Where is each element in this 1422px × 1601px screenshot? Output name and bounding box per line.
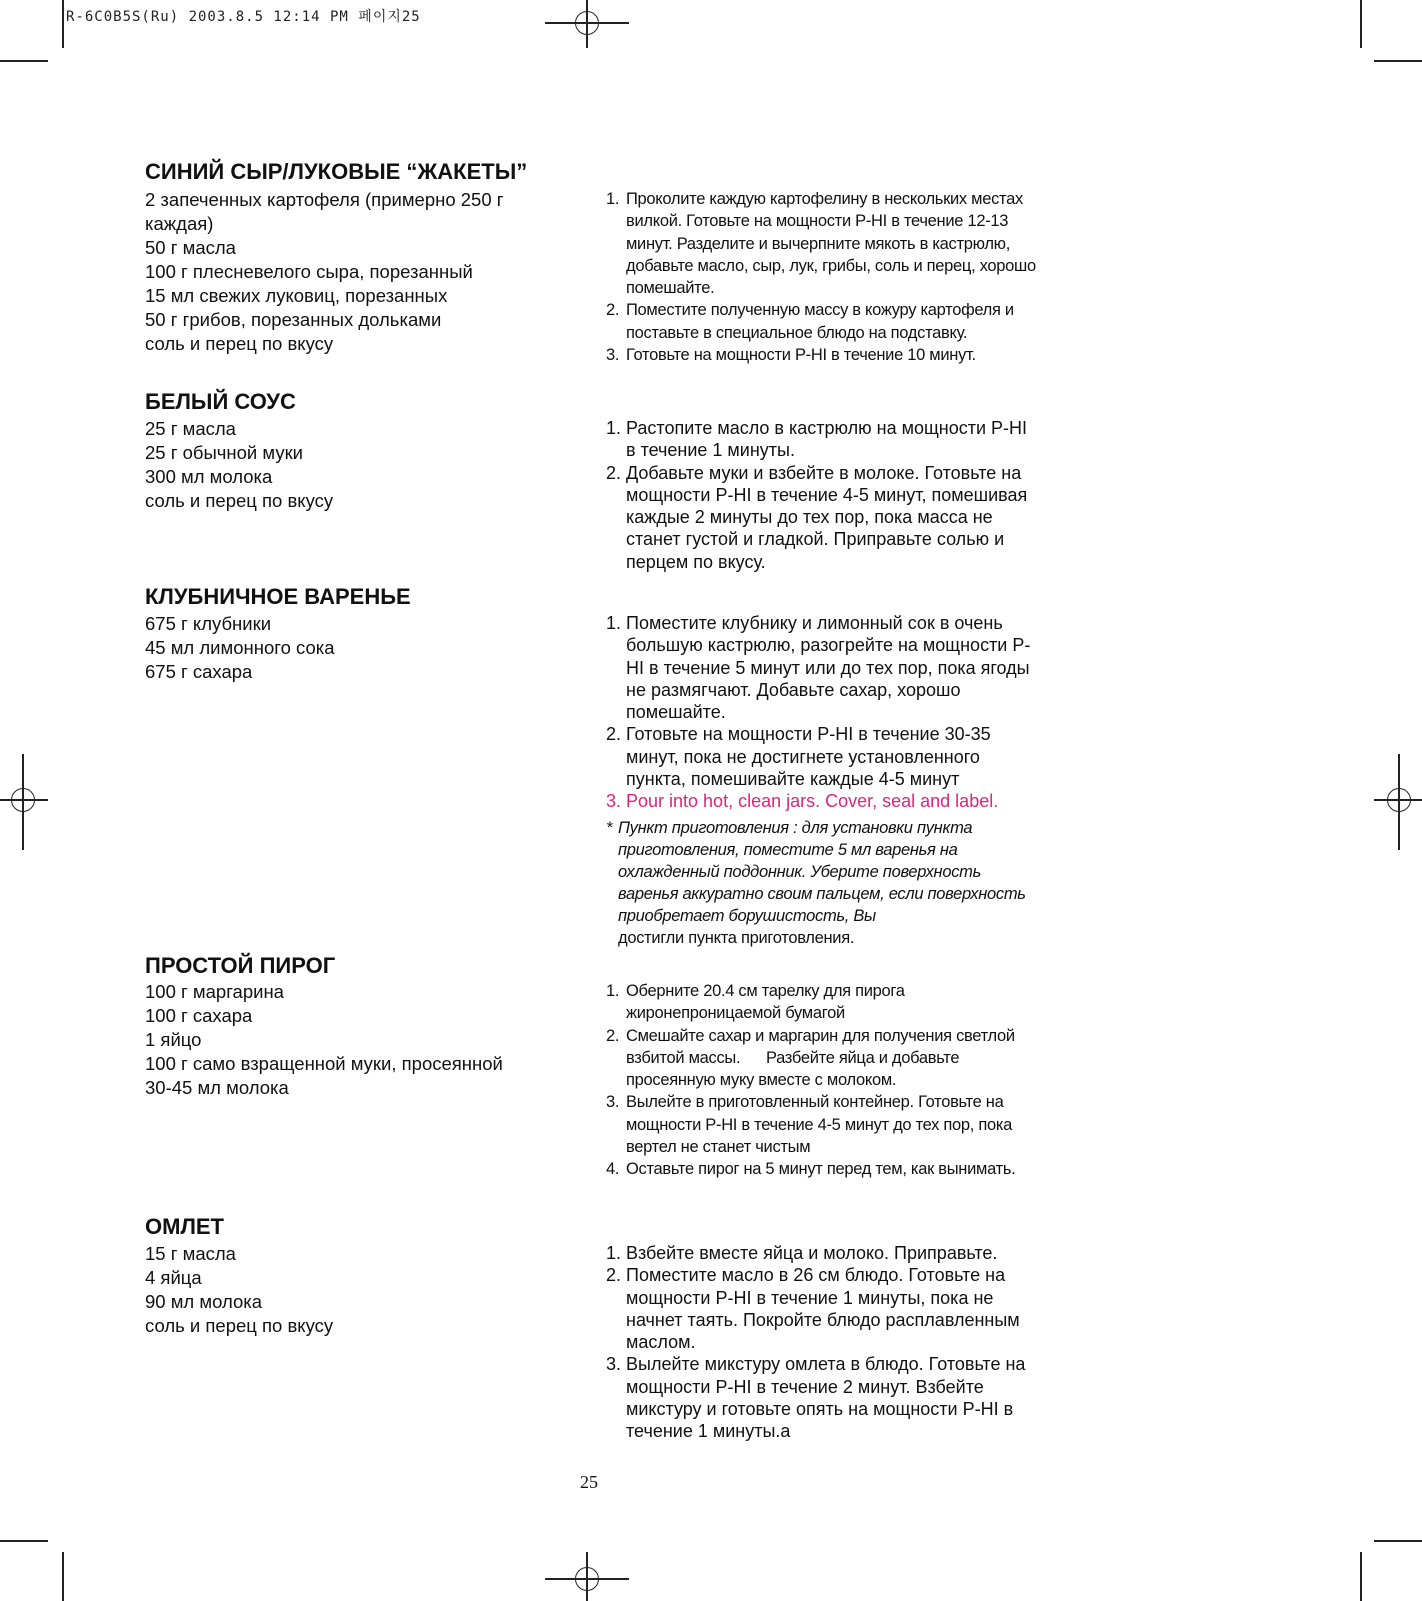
ingredient: 1 яйцо (145, 1029, 202, 1050)
page-number: 25 (580, 1472, 598, 1492)
step-list (606, 188, 1036, 366)
ingredient-list (145, 188, 575, 356)
recipe-title: СИНИЙ СЫР/ЛУКОВЫЕ “ЖАКЕТЫ” (145, 159, 528, 184)
ingredient: соль и перец по вкусу (145, 490, 334, 511)
step: 1. Оберните 20.4 см тарелку для пирога жиронепроницаемой бумагой (606, 982, 905, 1023)
ingredient: соль и перец по вкусу (145, 333, 334, 354)
step: 3. Вылейте в приготовленный контейнер. Готовьте на мощности P-HI в течение 4-5 минут до тех пор, пока вертел не станет чистым (606, 1093, 1013, 1157)
ingredient: 15 г масла (145, 1243, 236, 1264)
ingredient: 45 мл лимонного сока (145, 637, 335, 658)
step-list (606, 417, 1036, 573)
ingredient: 25 г масла (145, 418, 236, 439)
step-list (606, 980, 1036, 1181)
ingredient: 90 мл молока (145, 1291, 263, 1312)
ingredient: 675 г клубники (145, 613, 272, 634)
step: 1. Растопите масло в кастрюлю на мощности P-HI в течение 1 минуты. (606, 418, 1028, 461)
ingredient-list (145, 417, 575, 513)
step: 1. Проколите каждую картофелину в нескольких местах вилкой. Готовьте на мощности P-HI в течение 12-13 минут. Разделите и вычерпните мякоть в кастрюлю, добавьте масло, сыр, лук, грибы, соль и перец, хорошо помешайте. (606, 190, 1036, 298)
ingredient: 100 г плесневелого сыра, порезанный (145, 261, 473, 282)
step: 2. Готовьте на мощности P-HI в течение 30-35 минут, пока не достигнете установленного пункта, помешивайте каждые 4-5 минут (606, 724, 991, 790)
ingredient-list (145, 980, 575, 1100)
step: 1. Взбейте вместе яйца и молоко. Приправьте. (606, 1243, 998, 1263)
ingredient-list (145, 1242, 575, 1338)
ingredient: 300 мл молока (145, 466, 273, 487)
recipe-title: БЕЛЫЙ СОУС (145, 389, 296, 414)
step: 1. Поместите клубнику и лимонный сок в очень большую кастрюлю, разогрейте на мощности P-HI в течение 5 минут или до тех пор, пока ягоды не размягчают. Добавьте сахар, хорошо помешайте. (606, 613, 1031, 723)
ingredient: 50 г масла (145, 237, 236, 258)
step: 4. Оставьте пирог на 5 минут перед тем, как вынимать. (606, 1160, 1016, 1179)
ingredient: 4 яйца (145, 1267, 202, 1288)
print-slug: R-6C0B5S(Ru) 2003.8.5 12:14 PM 페이지25 (66, 9, 421, 25)
step: 2. Смешайте сахар и маргарин для получения светлой взбитой массы. Разбейте яйца и добавьте просеянную муку вместе с молоком. (606, 1026, 1020, 1090)
ingredient: 15 мл свежих луковиц, порезанных (145, 285, 448, 306)
recipe-title: ОМЛЕТ (145, 1214, 224, 1239)
recipe-title: КЛУБНИЧНОЕ ВАРЕНЬЕ (145, 584, 411, 609)
step: 2. Поместите полученную массу в кожуру картофеля и поставьте в специальное блюдо на подставку. (606, 301, 1014, 342)
ingredient: 100 г маргарина (145, 981, 284, 1002)
step-list (606, 612, 1036, 949)
ingredient: 30-45 мл молока (145, 1077, 289, 1098)
ingredient: 2 запеченных картофеля (примерно 250 г (145, 189, 504, 210)
step-highlighted: 3. Pour into hot, clean jars. Cover, seal and label. (606, 791, 999, 812)
ingredient: соль и перец по вкусу (145, 1315, 334, 1336)
step: 2. Поместите масло в 26 см блюдо. Готовьте на мощности P-HI в течение 1 минуты, пока не начнет таять. Покройте блюдо расплавленным маслом. (606, 1265, 1020, 1353)
step: 3. Вылейте микстуру омлета в блюдо. Готовьте на мощности P-HI в течение 2 минут. Взбейте микстуру и готовьте опять на мощности P-HI в течение 1 минуты.а (606, 1354, 1026, 1442)
ingredient: 25 г обычной муки (145, 442, 304, 463)
ingredient-list (145, 612, 575, 684)
cooking-point-note: * Пункт приготовления : для установки пункта приготовления, поместите 5 мл варенья на охлажденный поддонник. Уберите поверхность варенья аккуратно своим пальцем, если поверхность приобретает борушистость, Вы достигли пункта приготовления. (606, 817, 1036, 949)
step-list (606, 1242, 1036, 1443)
step: 2. Добавьте муки и взбейте в молоке. Готовьте на мощности P-HI в течение 4-5 минут, помешивая каждые 2 минуты до тех пор, пока масса не станет густой и гладкой. Приправьте солью и перцем по вкусу. (606, 462, 1028, 572)
ingredient: 50 г грибов, порезанных дольками (145, 309, 442, 330)
recipe-title: ПРОСТОЙ ПИРОГ (145, 953, 336, 978)
step: 3. Готовьте на мощности P-HI в течение 10 минут. (606, 346, 976, 365)
note-end: достигли пункта приготовления. (618, 928, 855, 947)
ingredient: 675 г сахара (145, 661, 253, 682)
ingredient: 100 г само взращенной муки, просеянной (145, 1053, 503, 1074)
ingredient: каждая) (145, 213, 214, 234)
ingredient: 100 г сахара (145, 1005, 253, 1026)
